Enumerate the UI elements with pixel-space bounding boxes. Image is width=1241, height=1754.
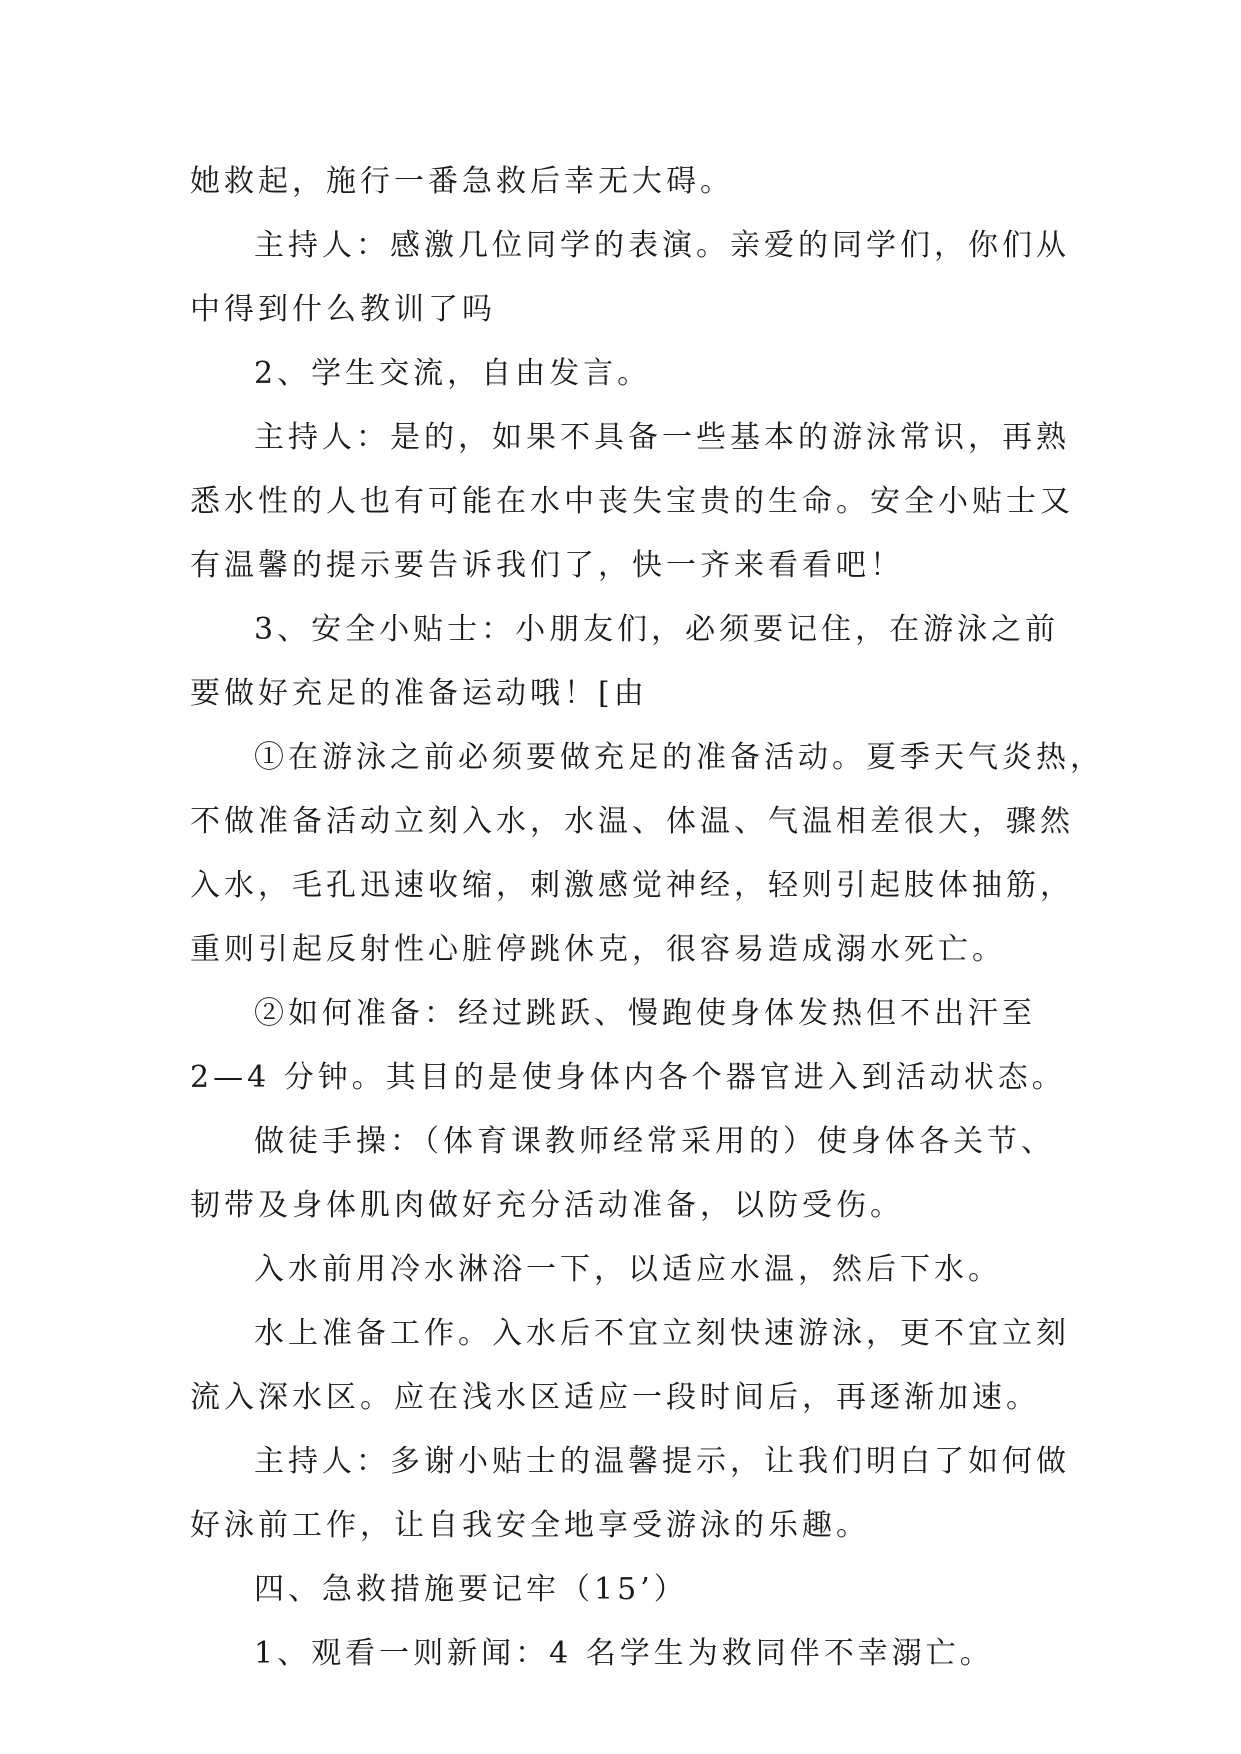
text-line: 主持人：感激几位同学的表演。亲爱的同学们，你们从 xyxy=(254,228,1070,263)
text-line: 2—4 分钟。其目的是使身体内各个器官进入到活动状态。 xyxy=(190,1060,1066,1095)
text-line: 她救起，施行一番急救后幸无大碍。 xyxy=(190,164,734,199)
text-line: ②如何准备：经过跳跃、慢跑使身体发热但不出汗至 xyxy=(254,996,1036,1031)
text-line: 2、学生交流，自由发言。 xyxy=(254,356,652,391)
text-line: 1、观看一则新闻：4 名学生为救同伴不幸溺亡。 xyxy=(254,1636,994,1671)
text-line: 主持人：是的，如果不具备一些基本的游泳常识，再熟 xyxy=(254,420,1070,455)
text-line: 水上准备工作。入水后不宜立刻快速游泳，更不宜立刻 xyxy=(254,1316,1070,1351)
text-line: 韧带及身体肌肉做好充分活动准备，以防受伤。 xyxy=(190,1188,904,1223)
text-line: 好泳前工作，让自我安全地享受游泳的乐趣。 xyxy=(190,1508,870,1543)
text-line: 入水前用冷水淋浴一下，以适应水温，然后下水。 xyxy=(254,1252,1002,1287)
text-line: 四、急救措施要记牢（15’） xyxy=(254,1572,688,1607)
text-line: 做徒手操：（体育课教师经常采用的）使身体各关节、 xyxy=(254,1124,1055,1159)
document-page xyxy=(190,150,1104,1686)
text-line: 3、安全小贴士：小朋友们，必须要记住，在游泳之前 xyxy=(254,612,1060,647)
text-line: 不做准备活动立刻入水，水温、体温、气温相差很大，骤然 xyxy=(190,804,1074,839)
text-line: 要做好充足的准备运动哦！[由 xyxy=(190,676,648,711)
text-line: 入水，毛孔迅速收缩，刺激感觉神经，轻则引起肢体抽筋， xyxy=(190,868,1074,903)
text-line: 主持人：多谢小贴士的温馨提示，让我们明白了如何做 xyxy=(254,1444,1070,1479)
text-line: 流入深水区。应在浅水区适应一段时间后，再逐渐加速。 xyxy=(190,1380,1040,1415)
text-line: 悉水性的人也有可能在水中丧失宝贵的生命。安全小贴士又 xyxy=(190,484,1074,519)
text-line: 有温馨的提示要告诉我们了，快一齐来看看吧！ xyxy=(190,548,904,583)
text-line: 中得到什么教训了吗 xyxy=(190,292,496,327)
text-line: ①在游泳之前必须要做充足的准备活动。夏季天气炎热， xyxy=(254,740,1104,775)
text-line: 重则引起反射性心脏停跳休克，很容易造成溺水死亡。 xyxy=(190,932,1006,967)
